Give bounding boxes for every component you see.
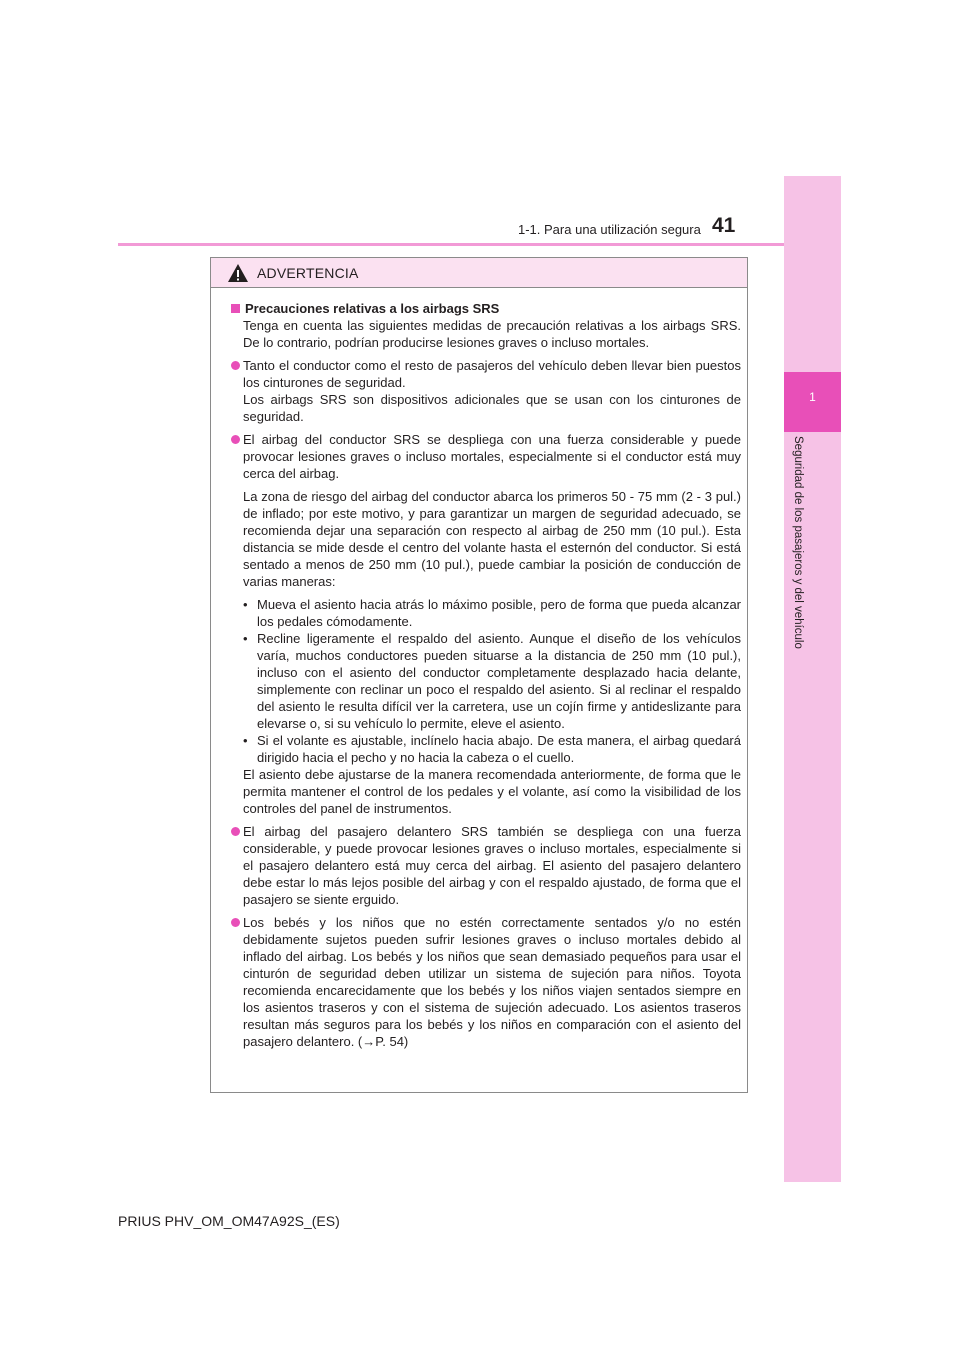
adjustment-list xyxy=(243,596,741,766)
bullet-text: El airbag del conductor SRS se despliega con una fuerza considerable y puede provocar lesiones graves o incluso mortales, especialmente si el conductor está muy cerca del airbag. xyxy=(243,432,741,481)
bullet-text: Tanto el conductor como el resto de pasajeros del vehículo deben llevar bien puestos los cinturones de seguridad. xyxy=(243,358,741,390)
document-code: PRIUS PHV_OM_OM47A92S_(ES) xyxy=(118,1213,340,1229)
bullet-text: Los bebés y los niños que no estén correctamente sentados y/o no estén debidamente sujetos pueden sufrir lesiones graves o incluso mortales debido al inflado del airbag. Los bebés y los niños que sean demasiado pequeños para usar el cinturón de seguridad deben utilizar un sistema de sujeción para niños. Toyota recomienda encarecidamente que los bebés y los niños viajen sentados siempre en los asientos traseros y con el sistema de sujeción adecuado. Los asientos traseros resultan más seguros para los bebés y los niños en comparación con el asiento del pasajero delantero. (→P. 54) xyxy=(243,915,741,1049)
warning-title: ADVERTENCIA xyxy=(257,264,359,281)
page-number: 41 xyxy=(712,214,736,237)
list-item xyxy=(231,823,741,908)
circle-bullet-icon xyxy=(231,827,240,836)
chapter-number: 1 xyxy=(809,390,816,404)
chapter-label: Seguridad de los pasajeros y del vehículo xyxy=(792,436,804,649)
sub-list-item: • Si el volante es ajustable, inclínelo hacia abajo. De esta manera, el airbag quedará dirigido hacia el pecho y no hacia la cabeza o el cuello. xyxy=(243,733,741,765)
warning-header xyxy=(211,258,747,288)
square-bullet-icon xyxy=(231,304,240,313)
bullet-text: El airbag del pasajero delantero SRS también se despliega con una fuerza considerable, y puede provocar lesiones graves o incluso mortales, especialmente si el pasajero delantero está muy cerca del airbag. El asiento del pasajero delantero debe estar lo más lejos posible del airbag y con el respaldo ajustado, de forma que el pasajero se siente erguido. xyxy=(243,824,741,907)
risk-zone-paragraph: La zona de riesgo del airbag del conductor abarca los primeros 50 - 75 mm (2 - 3 pul.) de inflado; por este motivo, y para garantizar un margen de seguridad adecuado, se recomienda dejar una separación con respecto al airbag de 250 mm (10 pul.). Esta distancia se mide desde el centro del volante hasta el esternón del conductor. Si está sentado a menos de 250 mm (10 pul.), puede cambiar la posición de conducción de varias maneras: xyxy=(243,489,741,589)
list-item xyxy=(231,431,741,817)
list-item xyxy=(231,914,741,1050)
section-heading: 1-1. Para una utilización segura xyxy=(518,222,701,237)
circle-bullet-icon xyxy=(231,918,240,927)
list-item xyxy=(231,357,741,425)
warning-triangle-icon xyxy=(227,263,249,283)
circle-bullet-icon xyxy=(231,435,240,444)
sub-list-item: • Mueva el asiento hacia atrás lo máximo posible, pero de forma que pueda alcanzar los pedales cómodamente. xyxy=(243,597,741,629)
closing-text: El asiento debe ajustarse de la manera recomendada anteriormente, de forma que le permita mantener el control de los pedales y el volante, así como la visibilidad de los controles del panel de instrumentos. xyxy=(243,767,741,816)
sub-list-item: • Recline ligeramente el respaldo del asiento. Aunque el diseño de los vehículos varía, muchos conductores pueden situarse a la distancia de 250 mm (10 pul.), incluso con el asiento del conductor completamente desplazado hacia delante, simplemente con reclinar un poco el respaldo del asiento. Si al reclinar el respaldo del asiento le resulta difícil ver la carretera, use un cojín firme y antideslizante para elevarse o, si su vehículo lo permite, eleve el asiento. xyxy=(243,631,741,731)
warning-box xyxy=(210,257,748,1093)
circle-bullet-icon xyxy=(231,361,240,370)
warning-body xyxy=(211,288,747,1050)
intro-text: Tenga en cuenta las siguientes medidas de precaución relativas a los airbags SRS. De lo contrario, podrían producirse lesiones graves o incluso mortales. xyxy=(243,318,741,350)
header-divider xyxy=(118,243,784,246)
section-title: Precauciones relativas a los airbags SRS xyxy=(231,300,741,317)
bullet-text-continued: Los airbags SRS son dispositivos adicionales que se usan con los cinturones de seguridad. xyxy=(243,392,741,424)
